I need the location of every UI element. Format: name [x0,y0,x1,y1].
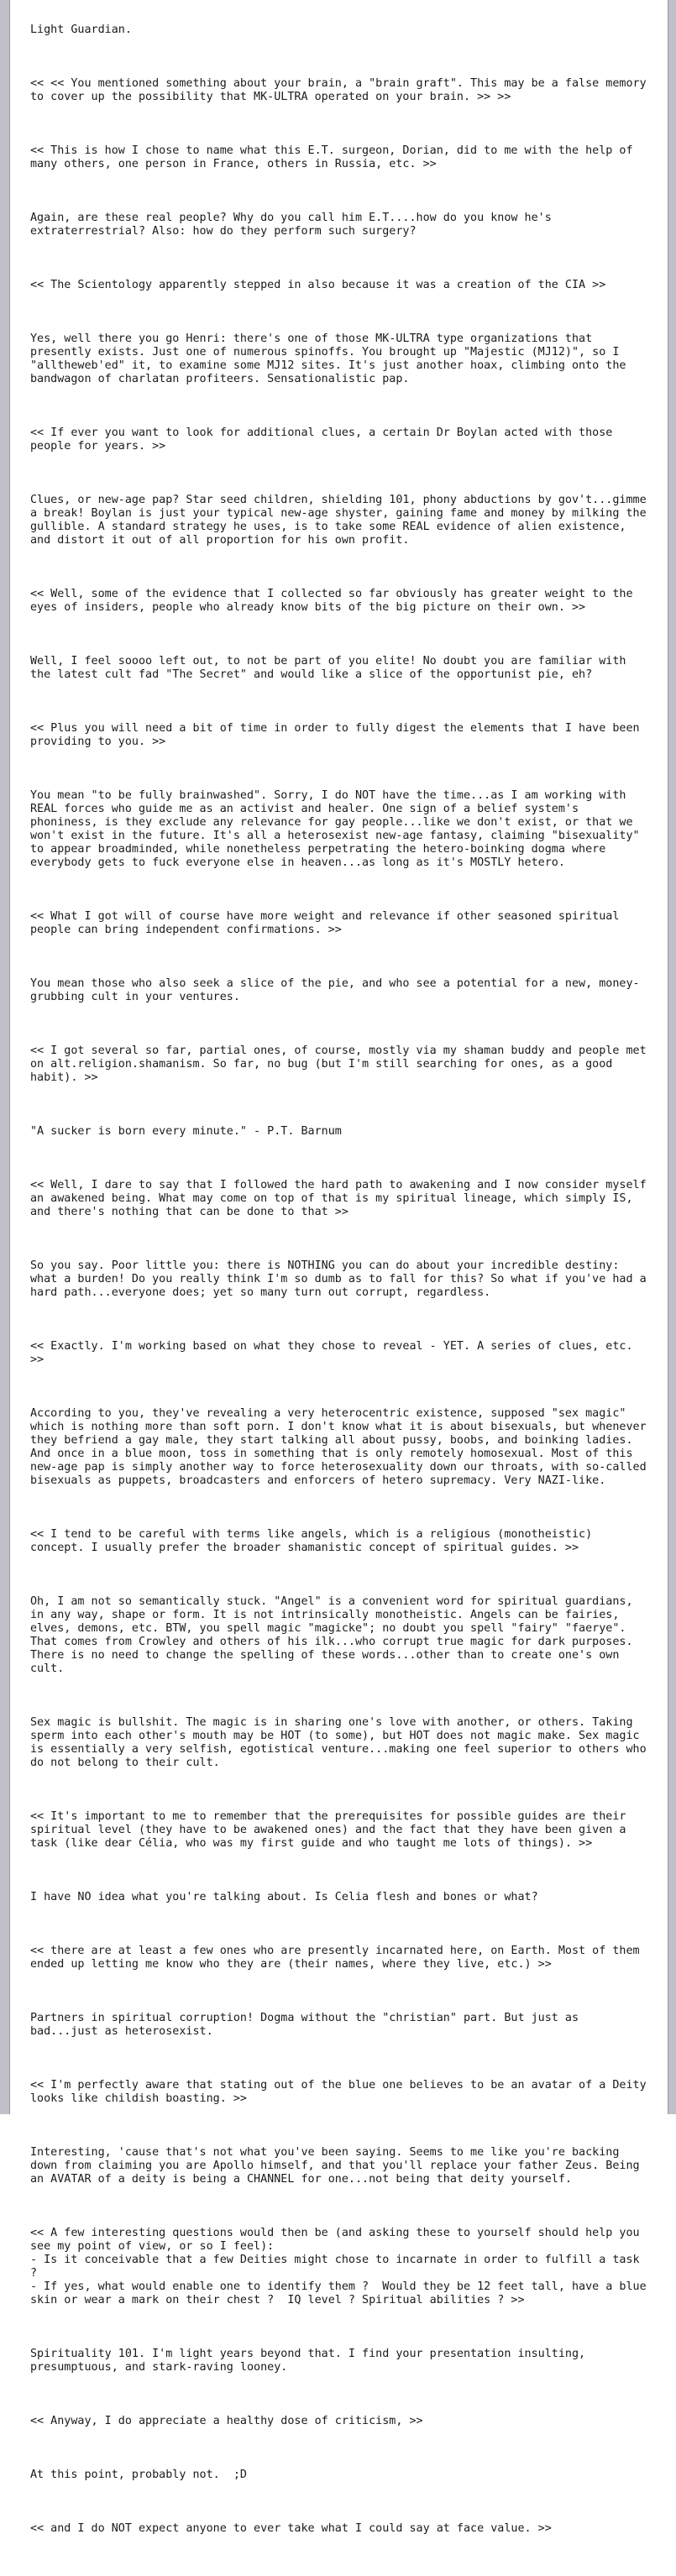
paragraph-reply: Again, are these real people? Why do you call him E.T....how do you know he's extraterrestrial? Also: how do they perform such surgery? [30,212,558,238]
paragraph-quote: << Well, some of the evidence that I collected so far obviously has greater weight to the eyes of insiders, people who already know bits of the big picture on their own. >> [30,588,640,614]
paragraph-quote: << and I do NOT expect anyone to ever take what I could say at face value. >> [30,2522,552,2535]
paragraph-reply: Partners in spiritual corruption! Dogma without the "christian" part. But just as bad...just as heterosexist. [30,2012,586,2038]
paragraph-quote: << If ever you want to look for additional clues, a certain Dr Boylan acted with those people for years. >> [30,427,620,453]
paragraph-quote: << This is how I chose to name what this E.T. surgeon, Dorian, did to me with the help of many others, one person in France, others in Russia, etc. >> [30,144,640,170]
paragraph-reply: You mean "to be fully brainwashed". Sorry, I do NOT have the time...as I am working with REAL forces who guide me as an activist and healer. One sign of a belief system's phoniness, is they exclude any relevance for gay people...like we don't exist, or that we won't exist in the future. It's all a heterosexist new-age fantasy, claiming "bisexuality" to appear broadminded, while nonetheless perpetrating the hetero-boinking dogma where everybody gets to fuck everyone else in heaven...as long as it's MOSTLY hetero. [30,789,647,869]
paragraph-reply: "A sucker is born every minute." - P.T. Barnum [30,1125,342,1138]
paragraph-reply: At this point, probably not. ;D [30,2469,247,2481]
paragraph-reply: According to you, they've revealing a very heterocentric existence, supposed "sex magic" which is nothing more than soft porn. I don't know what it is about bisexuals, but whenever they befriend a gay male, they start talking all about pussy, boobs, and boinking ladies. And once in a blue moon, toss in something that is only remotely homosexual. Most of this new-age pap is simply another way to force heterosexuality down our throats, with so-called bisexuals as puppets, broadcasters and enforcers of hetero supremacy. Very NAZI-like. [30,1407,653,1487]
paragraph-quote: << Plus you will need a bit of time in order to fully digest the elements that I have been providing to you. >> [30,722,647,748]
paragraph-reply: Clues, or new-age pap? Star seed children, shielding 101, phony abductions by gov't...gimme a break! Boylan is just your typical new-age shyster, gaining fame and money by milking the gullible. A standard strategy he uses, is to take some REAL evidence of alien existence, and distort it out of all proportion for his own profit. [30,494,653,547]
paragraph-quote: << Anyway, I do appreciate a healthy dose of criticism, >> [30,2415,423,2427]
paragraph-reply: You mean those who also seek a slice of the pie, and who see a potential for a new, money-grubbing cult in your ventures. [30,977,640,1003]
paragraph-quote: << It's important to me to remember that the prerequisites for possible guides are their spiritual level (they have to be awakened ones) and the fact that they have been given a task (like dear Célia, who was my first guide and who taught me lots of things). >> [30,1810,633,1850]
paragraph-quote: << there are at least a few ones who are presently incarnated here, on Earth. Most of them ended up letting me know who they are (their names, where they live, etc.) >> [30,1945,647,1971]
paragraph-reply: I have NO idea what you're talking about. Is Celia flesh and bones or what? [30,1891,538,1903]
paragraph-quote: << Well, I dare to say that I followed the hard path to awakening and I now consider myself an awakened being. What may come on top of that is my spiritual lineage, which simply IS, and there's nothing that can be done to that >> [30,1179,653,1218]
paragraph-reply: Sex magic is bullshit. The magic is in sharing one's love with another, or others. Taking sperm into each other's mouth may be HOT (to some), but HOT does not magic make. Sex magic is essentially a very selfish, egotistical venture...making one feel superior to others who do not belong to their cult. [30,1716,653,1769]
left-window-border [0,0,10,2114]
paragraph-reply: Well, I feel soooo left out, to not be part of you elite! No doubt you are familiar with the latest cult fad "The Secret" and would like a slice of the opportunist pie, eh? [30,655,633,681]
paragraph-quote: << << You mentioned something about your brain, a "brain graft". This may be a false memory to cover up the possibility that MK-ULTRA operated on your brain. >> >> [30,77,653,103]
paragraph-reply: So you say. Poor little you: there is NOTHING you can do about your incredible destiny: what a burden! Do you really think I'm so dumb as to fall for this? So what if you've had a hard path...everyone does; yet so many turn out corrupt, regardless. [30,1259,653,1299]
paragraph-reply: Spirituality 101. I'm light years beyond that. I find your presentation insulting, presumptuous, and stark-raving looney. [30,2348,593,2374]
paragraph-quote: << What I got will of course have more weight and relevance if other seasoned spiritual people can bring independent confirmations. >> [30,910,626,936]
paragraph-quote: << I'm perfectly aware that stating out of the blue one believes to be an avatar of a Deity looks like childish boasting. >> [30,2079,653,2105]
paragraph-reply: Yes, well there you go Henri: there's one of those MK-ULTRA type organizations that presently exists. Just one of numerous spinoffs. You brought up "Majestic (MJ12)", so I "alltheweb'ed" it, to examine some MJ12 sites. It's just another hoax, climbing onto the bandwagon of charlatan profiteers. Sensationalistic pap. [30,332,633,385]
message-body [30,0,652,2576]
paragraph-quote: << The Scientology apparently stepped in also because it was a creation of the CIA >> [30,279,606,291]
right-window-border [668,0,676,2114]
paragraph-signoff: Light Guardian. [30,24,132,36]
paragraph-reply: Oh, I am not so semantically stuck. "Angel" is a convenient word for spiritual guardians, in any way, shape or form. It is not intrinsically monotheistic. Angels can be fairies, elves, demons, etc. BTW, you spell magic "magicke"; no doubt you spell "fairy" "faerye". That comes from Crowley and others of his ilk...who corrupt true magic for dark purposes. There is no need to change the spelling of these words...other than to create one's own cult. [30,1595,640,1675]
paragraph-reply: Interesting, 'cause that's not what you've been saying. Seems to me like you're backing down from claiming you are Apollo himself, and that you'll replace your father Zeus. Being an AVATAR of a deity is being a CHANNEL for one...not being that deity yourself. [30,2146,647,2186]
paragraph-quote: << Exactly. I'm working based on what they chose to reveal - YET. A series of clues, etc. >> [30,1340,640,1366]
paragraph-quote: << I tend to be careful with terms like angels, which is a religious (monotheistic) concept. I usually prefer the broader shamanistic concept of spiritual guides. >> [30,1528,600,1554]
paragraph-quote: << I got several so far, partial ones, of course, mostly via my shaman buddy and people met on alt.religion.shamanism. So far, no bug (but I'm still searching for ones, as a good habit). >> [30,1045,653,1084]
paragraph-quote: << A few interesting questions would then be (and asking these to yourself should help you see my point of view, or so I feel): - Is it conceivable that a few Deities might chose to incarnate in order to fulfill a task ? - If yes, what would enable one to identify them ? Would they be 12 feet tall, have a blue skin or wear a mark on their chest ? IQ level ? Spiritual abilities ? >> [30,2227,647,2306]
